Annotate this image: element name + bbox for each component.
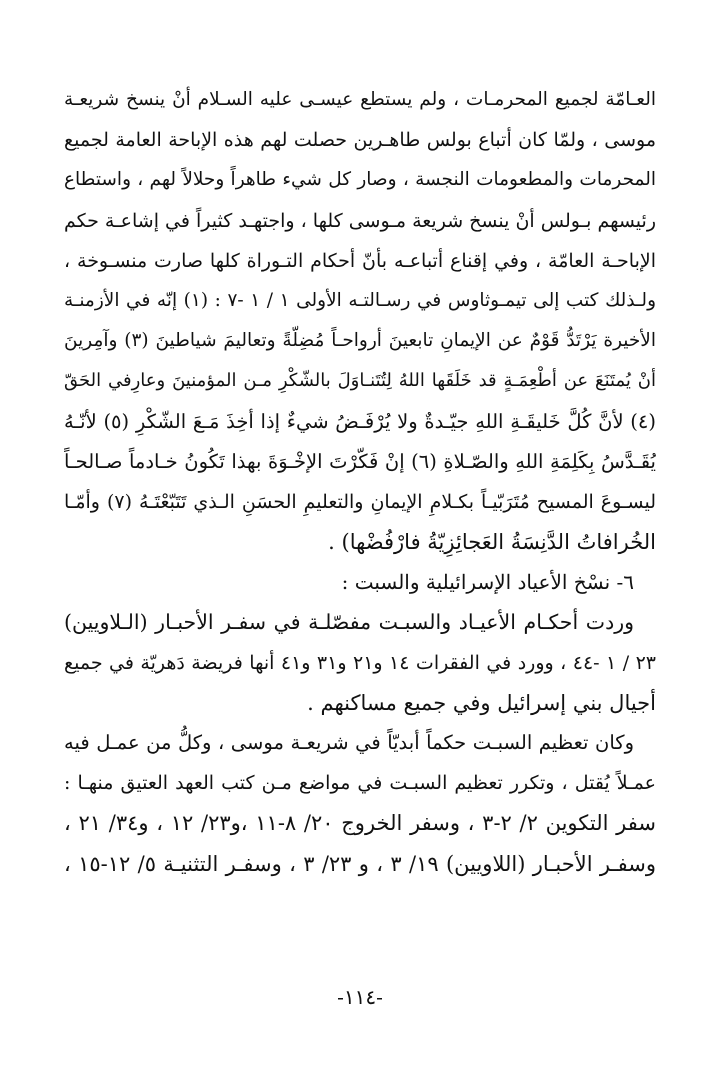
text-line: سفر التكوين ٢/ ٢-٣ ، وسفر الخروج ٢٠/ ٨-١١ ،و٢٣/ ١٢ ، و٣٤/ ٢١ ،: [64, 811, 656, 836]
text-line: العـامّة لجميع المحرمـات ، ولم يستطع عيسـى عليه السـلام أنْ ينسخ شريعـة: [64, 89, 656, 110]
text-line: ولـذلك كتب إلى تيمـوثاوس في رسـالتـه الأولى ١ / ١ -٧ : (١) إنّه في الأزمنـة: [64, 289, 656, 311]
text-line: عمـلاً يُقتل ، وتكرر تعظيم السبـت في مواضع مـن كتب العهد العتيق منهـا :: [64, 772, 656, 795]
quote-line: (٤) لأنَّ كُلَّ خَليقَـةِ اللهِ جيّـدةٌ ولا يُرْفَـضُ شيءٌ إذا أخِذَ مَـعَ الشّكْرِ (٥) لأنّـهُ: [64, 409, 656, 433]
text-line: رئيسهم بـولس أنْ ينسخ شريعة مـوسى كلها ، واجتهـد كثيراً في إشاعـة حكم: [64, 209, 656, 232]
quote-line: الخُرافاتُ الدَّنِسَةُ العَجائِزِيّةُ فارْفُضْها) .: [328, 530, 656, 555]
text-line: وسفـر الأحبـار (اللاويين) ١٩/ ٣ ، و ٢٣/ ٣ ، وسفـر التثنيـة ٥/ ١٢-١٥ ،: [64, 851, 656, 876]
quote-line: ليسـوعَ المسيح مُتَرَبّيـاً بكـلامِ الإيمانِ والتعليمِ الحسَنِ الـذي تَتَبّعْتَـهُ (٧) وأمّـا: [64, 490, 656, 513]
text-line: موسى ، ولمّا كان أتباع بولس طاهـرين حصلت لهم هذه الإباحة العامة لجميع: [64, 129, 656, 152]
section-heading: ٦- نسْخ الأعياد الإسرائيلية والسبت :: [341, 570, 634, 595]
page-body: [64, 80, 656, 884]
text-line: وكان تعظيم السبـت حكماً أبديّاً في شريعـة موسى ، وكلُّ من عمـل فيه: [64, 731, 634, 754]
text-line: المحرمات والمطعومات النجسة ، وصار كل شيء طاهراً وحلالاً لهم ، واستطاع: [64, 169, 656, 191]
text-line: وردت أحكـام الأعيـاد والسبـت مفصّلـة في سفـر الأحبـار (الـلاويين): [64, 610, 634, 635]
quote-line: يُقَـدَّسُ بِكَلِمَةِ اللهِ والصّـلاةِ (٦) إنْ فَكّرْتَ الإخْـوَةَ بهذا تَكُونُ خـادماً صـالحـاً: [64, 449, 656, 473]
text-line: ٢٣ / ١ -٤٤ ، وورد في الفقرات ١٤ و٢١ و٣١ و٤١ أنها فريضة دَهريّة في جميع: [64, 651, 656, 674]
text-line: أجيال بني إسرائيل وفي جميع مساكنهم .: [307, 690, 656, 715]
quote-line: الأخيرة يَرْتَدُّ قَوْمٌ عن الإيمانِ تابعينَ أرواحـاً مُضِلّةً وتعاليمَ شياطينَ (٣) وآمِرينَ: [64, 330, 656, 352]
quote-line: أنْ يُمتَنَعَ عن أطْعِمَـةٍ قد خَلَقَها اللهُ لِتُتَنـاوَلَ بالشّكْرِ مـن المؤمنينَ وعارِفي الحَقّ: [64, 370, 656, 392]
page-number: -١١٤-: [337, 985, 383, 1009]
text-line: الإباحـة العامّة ، وفي إقناع أتباعـه بأنّ أحكام التـوراة كلها صارت منسـوخة ،: [64, 249, 656, 272]
